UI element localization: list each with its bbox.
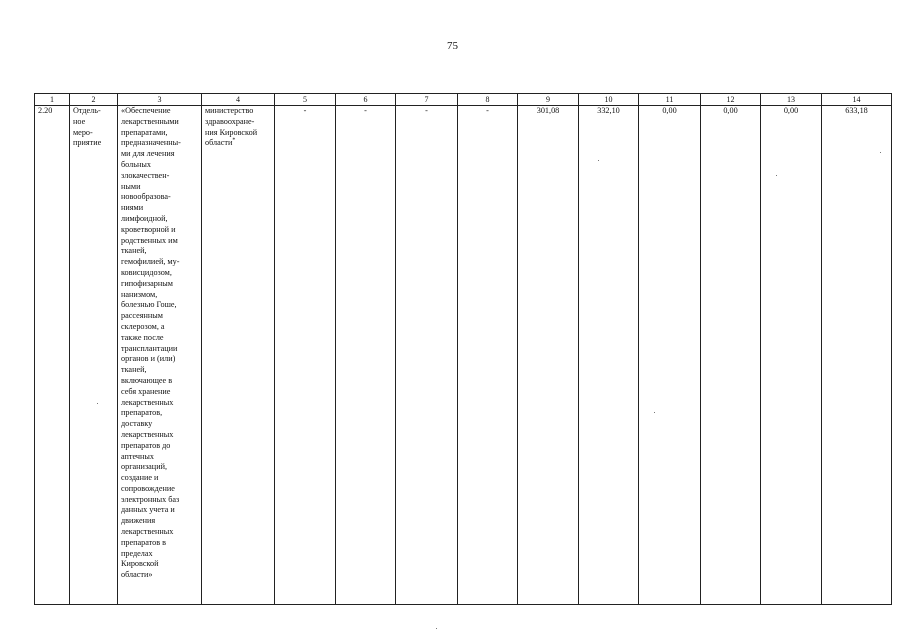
row-type: Отдель- ное меро- приятие bbox=[73, 106, 102, 148]
row-name-cell bbox=[118, 106, 202, 605]
column-number-13: 13 bbox=[761, 94, 822, 106]
value-col-9: 301,08 bbox=[518, 106, 579, 605]
scan-speck bbox=[880, 152, 881, 153]
executor-cell bbox=[202, 106, 275, 605]
footnote-mark: * bbox=[232, 137, 236, 144]
scan-speck bbox=[97, 403, 98, 404]
program-table bbox=[34, 93, 892, 605]
value-col-6: - bbox=[336, 106, 396, 605]
value-col-8: - bbox=[458, 106, 518, 605]
value-col-10: 332,10 bbox=[579, 106, 639, 605]
scan-speck bbox=[776, 175, 777, 176]
column-number-row bbox=[35, 94, 892, 106]
column-number-2: 2 bbox=[70, 94, 118, 106]
column-number-6: 6 bbox=[336, 94, 396, 106]
value-col-12: 0,00 bbox=[701, 106, 761, 605]
column-number-4: 4 bbox=[202, 94, 275, 106]
scan-speck bbox=[654, 412, 655, 413]
column-number-5: 5 bbox=[275, 94, 336, 106]
value-col-13: 0,00 bbox=[761, 106, 822, 605]
page-number: 75 bbox=[447, 40, 458, 52]
column-number-8: 8 bbox=[458, 94, 518, 106]
column-number-12: 12 bbox=[701, 94, 761, 106]
column-number-3: 3 bbox=[118, 94, 202, 106]
executor: министерство здравоохране- ния Кировской области bbox=[205, 106, 258, 148]
column-number-11: 11 bbox=[639, 94, 701, 106]
value-col-7: - bbox=[396, 106, 458, 605]
row-name: «Обеспечение лекарственными препаратами, предназначенны- ми для лечения больных злокачествен- ными новообразова- ниями лимфоидной, кроветворной и родственных им тканей, гемофилией, му- ковисцидозом, гипофизарным нанизмом, болезнью Гоше, рассеянным склерозом, а также после трансплантации органов и (или) тканей, включающее в себя хранение лекарственных препаратов, доставку лекарственных препаратов до аптечных организаций, создание и сопровождение электронных баз данных учета и движения лекарственных препаратов в пределах Кировской области» bbox=[121, 106, 181, 580]
column-number-14: 14 bbox=[822, 94, 892, 106]
table-row bbox=[35, 106, 892, 605]
value-col-14: 633,18 bbox=[822, 106, 892, 605]
column-number-7: 7 bbox=[396, 94, 458, 106]
row-number-cell bbox=[35, 106, 70, 605]
value-col-5: - bbox=[275, 106, 336, 605]
scan-speck bbox=[436, 628, 437, 629]
row-number: 2.20 bbox=[38, 106, 53, 115]
column-number-9: 9 bbox=[518, 94, 579, 106]
column-number-1: 1 bbox=[35, 94, 70, 106]
row-type-cell bbox=[70, 106, 118, 605]
scan-speck bbox=[598, 160, 599, 161]
column-number-10: 10 bbox=[579, 94, 639, 106]
value-col-11: 0,00 bbox=[639, 106, 701, 605]
